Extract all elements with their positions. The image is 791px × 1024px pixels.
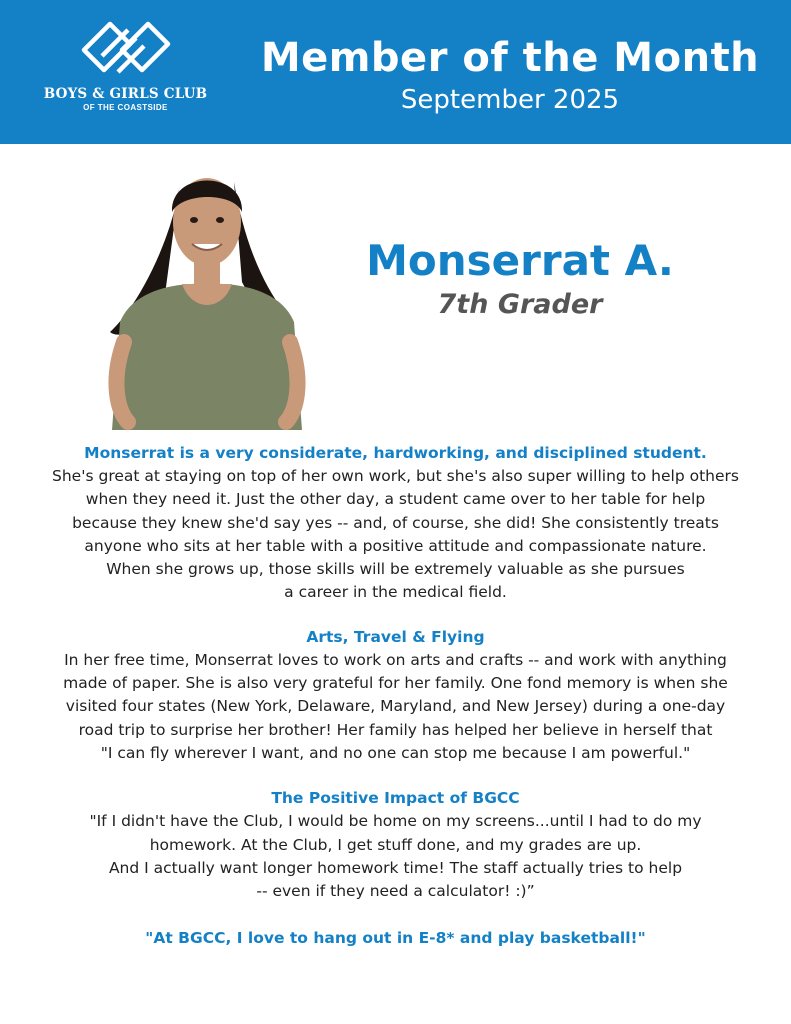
body-line: She's great at staying on top of her own work, but she's also super willing to help others — [52, 467, 739, 485]
body-line: "If I didn't have the Club, I would be home on my screens...until I had to do my — [89, 812, 702, 831]
member-grade: 7th Grader — [437, 289, 603, 320]
body-line: a career in the medical field. — [284, 583, 507, 602]
header-banner — [0, 0, 791, 144]
body-line: road trip to surprise her brother! Her family has helped her believe in herself that — [78, 720, 713, 739]
body-line: when they need it. Just the other day, a student came over to her table for help — [85, 490, 706, 509]
member-photo — [102, 152, 312, 430]
body-line: because they knew she'd say yes -- and, of course, she did! She consistently treats — [72, 513, 719, 532]
body-line: In her free time, Monserrat loves to work on arts and crafts -- and work with anything — [64, 650, 727, 669]
clasped-hands-logo-icon — [76, 20, 176, 82]
club-logo — [38, 20, 213, 120]
page-title: Member of the Month — [260, 35, 760, 81]
body-line: -- even if they need a calculator! :)” — [256, 882, 535, 901]
body-line: made of paper. She is also very grateful for her family. One fond memory is when she — [63, 674, 728, 693]
section-heading-character: Monserrat is a very considerate, hardworking, and disciplined student. — [84, 444, 707, 462]
logo-name: BOYS & GIRLS CLUB — [43, 86, 208, 102]
body-line: visited four states (New York, Delaware, Maryland, and New Jersey) during a one-day — [65, 697, 726, 716]
member-name: Monserrat A. — [366, 236, 674, 285]
closing-quote: "At BGCC, I love to hang out in E-8* and play basketball!" — [145, 929, 646, 948]
page-subtitle: September 2025 — [400, 85, 620, 115]
article-content — [10, 441, 781, 950]
body-line: "I can fly wherever I want, and no one can stop me because I am powerful." — [100, 743, 691, 762]
body-line: anyone who sits at her table with a positive attitude and compassionate nature. — [84, 536, 707, 555]
section-heading-impact: The Positive Impact of BGCC — [271, 789, 520, 808]
section-heading-hobbies: Arts, Travel & Flying — [306, 627, 485, 646]
body-line: And I actually want longer homework time! The staff actually tries to help — [108, 858, 683, 877]
body-line: homework. At the Club, I get stuff done, and my grades are up. — [149, 835, 642, 854]
logo-subtitle: OF THE COASTSIDE — [83, 103, 168, 112]
body-line: When she grows up, those skills will be extremely valuable as she pursues — [106, 560, 685, 579]
